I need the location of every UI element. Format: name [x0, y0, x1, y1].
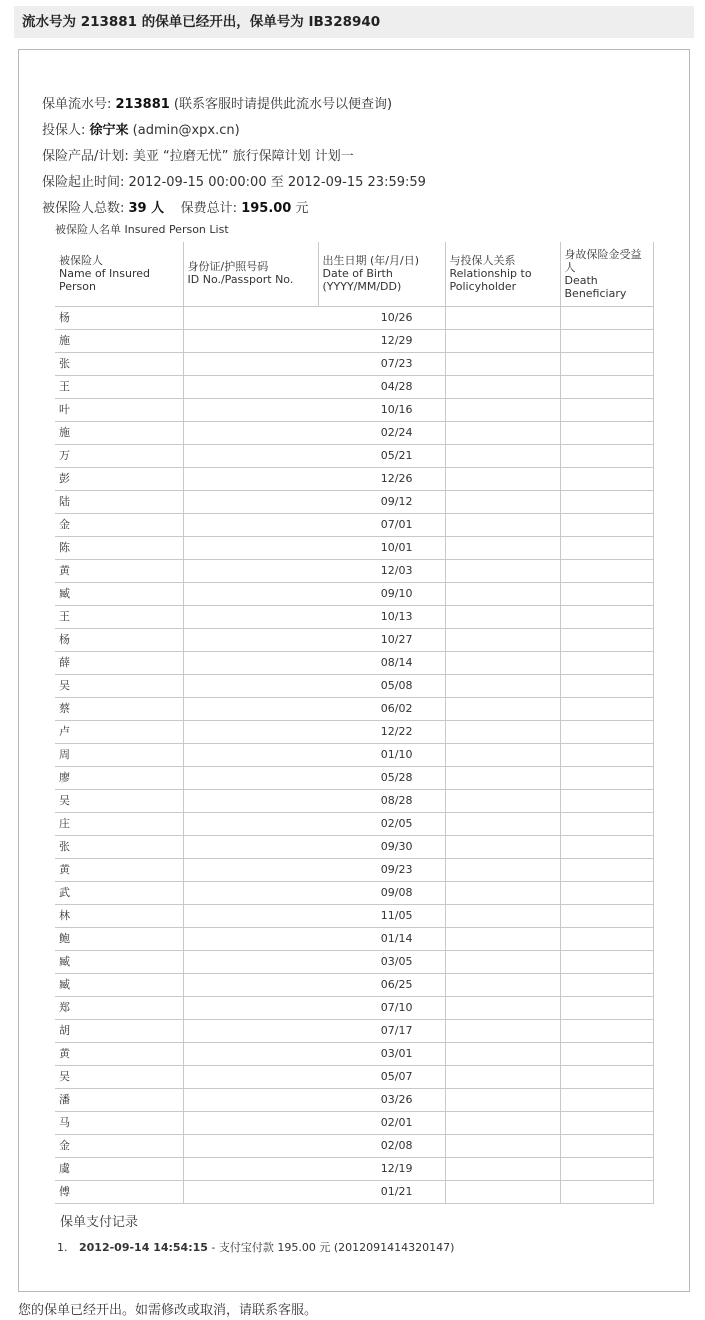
- cell-name: 黄: [55, 1042, 183, 1065]
- table-row: [55, 421, 653, 444]
- cell-id: [183, 881, 318, 904]
- table-row: [55, 467, 653, 490]
- cell-id: [183, 329, 318, 352]
- cell-relationship: [445, 720, 560, 743]
- cell-dob: 01/10: [318, 743, 445, 766]
- cell-id: [183, 1180, 318, 1203]
- cell-relationship: [445, 1180, 560, 1203]
- cell-beneficiary: [560, 697, 653, 720]
- cell-name: 胡: [55, 1019, 183, 1042]
- cell-dob: 05/08: [318, 674, 445, 697]
- table-row: [55, 582, 653, 605]
- cell-id: [183, 490, 318, 513]
- cell-dob: 09/10: [318, 582, 445, 605]
- cell-dob: 10/16: [318, 398, 445, 421]
- premium-unit: 元: [291, 201, 309, 216]
- cell-dob: 03/01: [318, 1042, 445, 1065]
- cell-dob: 08/28: [318, 789, 445, 812]
- cell-beneficiary: [560, 720, 653, 743]
- cell-beneficiary: [560, 605, 653, 628]
- holder-email: (admin@xpx.cn): [128, 123, 240, 138]
- cell-id: [183, 605, 318, 628]
- cell-name: 马: [55, 1111, 183, 1134]
- cell-name: 廖: [55, 766, 183, 789]
- table-row: [55, 628, 653, 651]
- cell-dob: 02/05: [318, 812, 445, 835]
- table-row: [55, 444, 653, 467]
- cell-dob: 12/19: [318, 1157, 445, 1180]
- cell-name: 吴: [55, 674, 183, 697]
- table-row: [55, 1134, 653, 1157]
- cell-dob: 07/01: [318, 513, 445, 536]
- cell-dob: 09/08: [318, 881, 445, 904]
- cell-name: 周: [55, 743, 183, 766]
- table-row: [55, 1157, 653, 1180]
- cell-dob: 03/26: [318, 1088, 445, 1111]
- premium-label: 保费总计:: [180, 201, 242, 216]
- cell-id: [183, 1088, 318, 1111]
- cell-id: [183, 789, 318, 812]
- table-row: [55, 812, 653, 835]
- payment-record-title: 保单支付记录: [60, 1215, 139, 1230]
- cell-relationship: [445, 421, 560, 444]
- table-row: [55, 674, 653, 697]
- table-row: [55, 789, 653, 812]
- cell-dob: 06/02: [318, 697, 445, 720]
- cell-relationship: [445, 605, 560, 628]
- cell-id: [183, 352, 318, 375]
- cell-relationship: [445, 743, 560, 766]
- cell-relationship: [445, 697, 560, 720]
- cell-beneficiary: [560, 904, 653, 927]
- cell-id: [183, 858, 318, 881]
- cell-relationship: [445, 467, 560, 490]
- cell-id: [183, 582, 318, 605]
- cell-dob: 05/21: [318, 444, 445, 467]
- table-row: [55, 973, 653, 996]
- banner-prefix: 流水号为: [22, 14, 76, 30]
- table-row: [55, 536, 653, 559]
- payment-time: 2012-09-14 14:54:15: [79, 1241, 208, 1254]
- cell-relationship: [445, 329, 560, 352]
- cell-name: 王: [55, 605, 183, 628]
- cell-id: [183, 720, 318, 743]
- cell-beneficiary: [560, 881, 653, 904]
- cell-relationship: [445, 306, 560, 329]
- cell-beneficiary: [560, 789, 653, 812]
- cell-relationship: [445, 559, 560, 582]
- cell-relationship: [445, 1088, 560, 1111]
- cell-id: [183, 1019, 318, 1042]
- cell-dob: 08/14: [318, 651, 445, 674]
- cell-beneficiary: [560, 651, 653, 674]
- col-header-cn: 身故保险金受益人: [564, 248, 642, 274]
- col-header-id: [183, 242, 318, 306]
- table-row: [55, 1088, 653, 1111]
- cell-relationship: [445, 881, 560, 904]
- period-value: 2012-09-15 00:00:00 至 2012-09-15 23:59:59: [128, 175, 426, 190]
- cell-beneficiary: [560, 766, 653, 789]
- cell-beneficiary: [560, 927, 653, 950]
- cell-id: [183, 421, 318, 444]
- cell-beneficiary: [560, 973, 653, 996]
- cell-dob: 03/05: [318, 950, 445, 973]
- cell-beneficiary: [560, 996, 653, 1019]
- cell-dob: 10/27: [318, 628, 445, 651]
- cell-id: [183, 996, 318, 1019]
- table-row: [55, 1019, 653, 1042]
- cell-dob: 09/30: [318, 835, 445, 858]
- cell-id: [183, 927, 318, 950]
- cell-name: 臧: [55, 950, 183, 973]
- serial-label: 保单流水号:: [42, 97, 116, 112]
- col-header-en: Date of Birth (YYYY/MM/DD): [322, 267, 402, 293]
- cell-beneficiary: [560, 743, 653, 766]
- product-label: 保险产品/计划:: [42, 149, 133, 164]
- totals-row: [42, 197, 309, 216]
- payment-index: 1.: [57, 1241, 68, 1254]
- cell-beneficiary: [560, 444, 653, 467]
- cell-name: 万: [55, 444, 183, 467]
- cell-name: 虞: [55, 1157, 183, 1180]
- serial-note: (联系客服时请提供此流水号以便查询): [169, 97, 393, 112]
- cell-relationship: [445, 651, 560, 674]
- cell-id: [183, 1042, 318, 1065]
- table-row: [55, 720, 653, 743]
- cell-relationship: [445, 789, 560, 812]
- cell-beneficiary: [560, 582, 653, 605]
- cell-relationship: [445, 858, 560, 881]
- cell-id: [183, 674, 318, 697]
- cell-relationship: [445, 1111, 560, 1134]
- table-row: [55, 743, 653, 766]
- cell-id: [183, 950, 318, 973]
- insured-list-title: 被保险人名单 Insured Person List: [55, 223, 229, 236]
- table-row: [55, 651, 653, 674]
- banner-serial: 213881: [80, 14, 138, 30]
- cell-name: 张: [55, 835, 183, 858]
- table-row: [55, 996, 653, 1019]
- cell-dob: 10/26: [318, 306, 445, 329]
- cell-dob: 12/03: [318, 559, 445, 582]
- cell-name: 武: [55, 881, 183, 904]
- cell-dob: 09/23: [318, 858, 445, 881]
- serial-row: [42, 93, 392, 112]
- table-row: [55, 835, 653, 858]
- cell-relationship: [445, 628, 560, 651]
- cell-relationship: [445, 1019, 560, 1042]
- cell-id: [183, 1111, 318, 1134]
- cell-beneficiary: [560, 329, 653, 352]
- cell-id: [183, 812, 318, 835]
- cell-dob: 01/14: [318, 927, 445, 950]
- table-row: [55, 352, 653, 375]
- cell-name: 臧: [55, 973, 183, 996]
- cell-beneficiary: [560, 306, 653, 329]
- cell-id: [183, 651, 318, 674]
- product-value: 美亚 “拉磨无忧” 旅行保障计划 计划一: [132, 149, 354, 164]
- period-row: [42, 171, 426, 190]
- cell-id: [183, 697, 318, 720]
- cell-relationship: [445, 444, 560, 467]
- cell-relationship: [445, 1065, 560, 1088]
- table-row: [55, 1180, 653, 1203]
- cell-beneficiary: [560, 674, 653, 697]
- cell-relationship: [445, 490, 560, 513]
- cell-id: [183, 904, 318, 927]
- cell-name: 黄: [55, 858, 183, 881]
- cell-dob: 06/25: [318, 973, 445, 996]
- cell-beneficiary: [560, 421, 653, 444]
- table-row: [55, 881, 653, 904]
- cell-name: 黄: [55, 559, 183, 582]
- cell-beneficiary: [560, 1088, 653, 1111]
- table-row: [55, 513, 653, 536]
- col-header-en: Name of Insured Person: [59, 267, 150, 293]
- cell-name: 郑: [55, 996, 183, 1019]
- col-header-en: Relationship to Policyholder: [449, 267, 532, 293]
- cell-name: 卢: [55, 720, 183, 743]
- cell-id: [183, 973, 318, 996]
- cell-beneficiary: [560, 1065, 653, 1088]
- cell-beneficiary: [560, 1180, 653, 1203]
- product-row: [42, 145, 354, 164]
- cell-id: [183, 536, 318, 559]
- table-row: [55, 329, 653, 352]
- holder-label: 投保人:: [42, 123, 90, 138]
- col-header-cn: 与投保人关系: [449, 254, 516, 267]
- holder-row: [42, 119, 240, 138]
- table-row: [55, 1065, 653, 1088]
- col-header-cn: 被保险人: [59, 254, 103, 267]
- footer-notice: 您的保单已经开出。如需修改或取消，请联系客服。: [18, 1303, 318, 1318]
- banner-policy-number: IB328940: [308, 14, 381, 30]
- col-header-name: [55, 242, 183, 306]
- payment-record-item: [57, 1239, 454, 1255]
- cell-beneficiary: [560, 1042, 653, 1065]
- cell-beneficiary: [560, 1157, 653, 1180]
- col-header-relationship: [445, 242, 560, 306]
- cell-id: [183, 1134, 318, 1157]
- cell-id: [183, 835, 318, 858]
- cell-dob: 02/24: [318, 421, 445, 444]
- cell-beneficiary: [560, 1019, 653, 1042]
- cell-relationship: [445, 398, 560, 421]
- table-row: [55, 490, 653, 513]
- cell-id: [183, 467, 318, 490]
- col-header-cn: 出生日期 (年/月/日): [322, 254, 419, 267]
- cell-relationship: [445, 766, 560, 789]
- table-header-row: [55, 242, 653, 306]
- table-row: [55, 766, 653, 789]
- table-row: [55, 1042, 653, 1065]
- cell-dob: 12/26: [318, 467, 445, 490]
- serial-value: 213881: [115, 97, 170, 112]
- cell-name: 杨: [55, 628, 183, 651]
- cell-dob: 12/29: [318, 329, 445, 352]
- cell-beneficiary: [560, 858, 653, 881]
- cell-dob: 02/01: [318, 1111, 445, 1134]
- cell-relationship: [445, 375, 560, 398]
- cell-relationship: [445, 536, 560, 559]
- banner-middle: 的保单已经开出，保单号为: [141, 14, 304, 30]
- table-row: [55, 559, 653, 582]
- cell-name: 陆: [55, 490, 183, 513]
- cell-relationship: [445, 950, 560, 973]
- table-row: [55, 904, 653, 927]
- count-value: 39 人: [128, 201, 165, 216]
- cell-name: 傅: [55, 1180, 183, 1203]
- cell-id: [183, 513, 318, 536]
- cell-relationship: [445, 1134, 560, 1157]
- table-row: [55, 697, 653, 720]
- table-row: [55, 605, 653, 628]
- cell-relationship: [445, 582, 560, 605]
- cell-name: 王: [55, 375, 183, 398]
- cell-name: 施: [55, 329, 183, 352]
- cell-dob: 05/28: [318, 766, 445, 789]
- insured-person-table: [55, 242, 654, 1204]
- cell-relationship: [445, 513, 560, 536]
- cell-name: 叶: [55, 398, 183, 421]
- cell-name: 彭: [55, 467, 183, 490]
- table-row: [55, 1111, 653, 1134]
- cell-beneficiary: [560, 352, 653, 375]
- cell-beneficiary: [560, 467, 653, 490]
- cell-beneficiary: [560, 398, 653, 421]
- cell-name: 吴: [55, 1065, 183, 1088]
- table-row: [55, 950, 653, 973]
- cell-beneficiary: [560, 628, 653, 651]
- holder-name: 徐宁来: [89, 123, 129, 138]
- cell-id: [183, 398, 318, 421]
- cell-relationship: [445, 352, 560, 375]
- cell-name: 杨: [55, 306, 183, 329]
- cell-name: 鲍: [55, 927, 183, 950]
- cell-dob: 12/22: [318, 720, 445, 743]
- cell-dob: 07/23: [318, 352, 445, 375]
- col-header-beneficiary: [560, 242, 653, 306]
- payment-detail: - 支付宝付款 195.00 元 (2012091414320147): [207, 1241, 455, 1254]
- cell-dob: 09/12: [318, 490, 445, 513]
- cell-name: 金: [55, 513, 183, 536]
- table-row: [55, 858, 653, 881]
- cell-dob: 11/05: [318, 904, 445, 927]
- premium-value: 195.00: [241, 201, 292, 216]
- cell-relationship: [445, 674, 560, 697]
- cell-name: 臧: [55, 582, 183, 605]
- cell-id: [183, 444, 318, 467]
- cell-beneficiary: [560, 835, 653, 858]
- cell-relationship: [445, 996, 560, 1019]
- cell-beneficiary: [560, 559, 653, 582]
- cell-dob: 05/07: [318, 1065, 445, 1088]
- cell-name: 薛: [55, 651, 183, 674]
- cell-id: [183, 1065, 318, 1088]
- cell-name: 陈: [55, 536, 183, 559]
- cell-beneficiary: [560, 1111, 653, 1134]
- cell-relationship: [445, 835, 560, 858]
- cell-id: [183, 306, 318, 329]
- cell-name: 金: [55, 1134, 183, 1157]
- cell-relationship: [445, 973, 560, 996]
- cell-dob: 02/08: [318, 1134, 445, 1157]
- cell-name: 庄: [55, 812, 183, 835]
- cell-name: 潘: [55, 1088, 183, 1111]
- cell-dob: 07/17: [318, 1019, 445, 1042]
- col-header-en: Death Beneficiary: [564, 274, 627, 300]
- table-row: [55, 398, 653, 421]
- cell-id: [183, 766, 318, 789]
- cell-beneficiary: [560, 490, 653, 513]
- cell-dob: 04/28: [318, 375, 445, 398]
- cell-beneficiary: [560, 375, 653, 398]
- cell-relationship: [445, 904, 560, 927]
- cell-id: [183, 743, 318, 766]
- cell-relationship: [445, 812, 560, 835]
- cell-id: [183, 375, 318, 398]
- cell-name: 蔡: [55, 697, 183, 720]
- cell-id: [183, 628, 318, 651]
- cell-dob: 10/01: [318, 536, 445, 559]
- confirmation-banner: [14, 6, 694, 38]
- cell-dob: 07/10: [318, 996, 445, 1019]
- cell-beneficiary: [560, 812, 653, 835]
- cell-beneficiary: [560, 536, 653, 559]
- table-row: [55, 927, 653, 950]
- cell-beneficiary: [560, 513, 653, 536]
- cell-beneficiary: [560, 1134, 653, 1157]
- cell-relationship: [445, 927, 560, 950]
- cell-id: [183, 1157, 318, 1180]
- cell-dob: 01/21: [318, 1180, 445, 1203]
- cell-name: 林: [55, 904, 183, 927]
- col-header-dob: [318, 242, 445, 306]
- cell-relationship: [445, 1042, 560, 1065]
- cell-name: 吴: [55, 789, 183, 812]
- period-label: 保险起止时间:: [42, 175, 129, 190]
- table-row: [55, 306, 653, 329]
- cell-id: [183, 559, 318, 582]
- cell-relationship: [445, 1157, 560, 1180]
- col-header-en: ID No./Passport No.: [187, 273, 294, 286]
- cell-beneficiary: [560, 950, 653, 973]
- table-row: [55, 375, 653, 398]
- cell-name: 张: [55, 352, 183, 375]
- col-header-cn: 身份证/护照号码: [187, 260, 269, 273]
- count-label: 被保险人总数:: [42, 201, 129, 216]
- cell-dob: 10/13: [318, 605, 445, 628]
- cell-name: 施: [55, 421, 183, 444]
